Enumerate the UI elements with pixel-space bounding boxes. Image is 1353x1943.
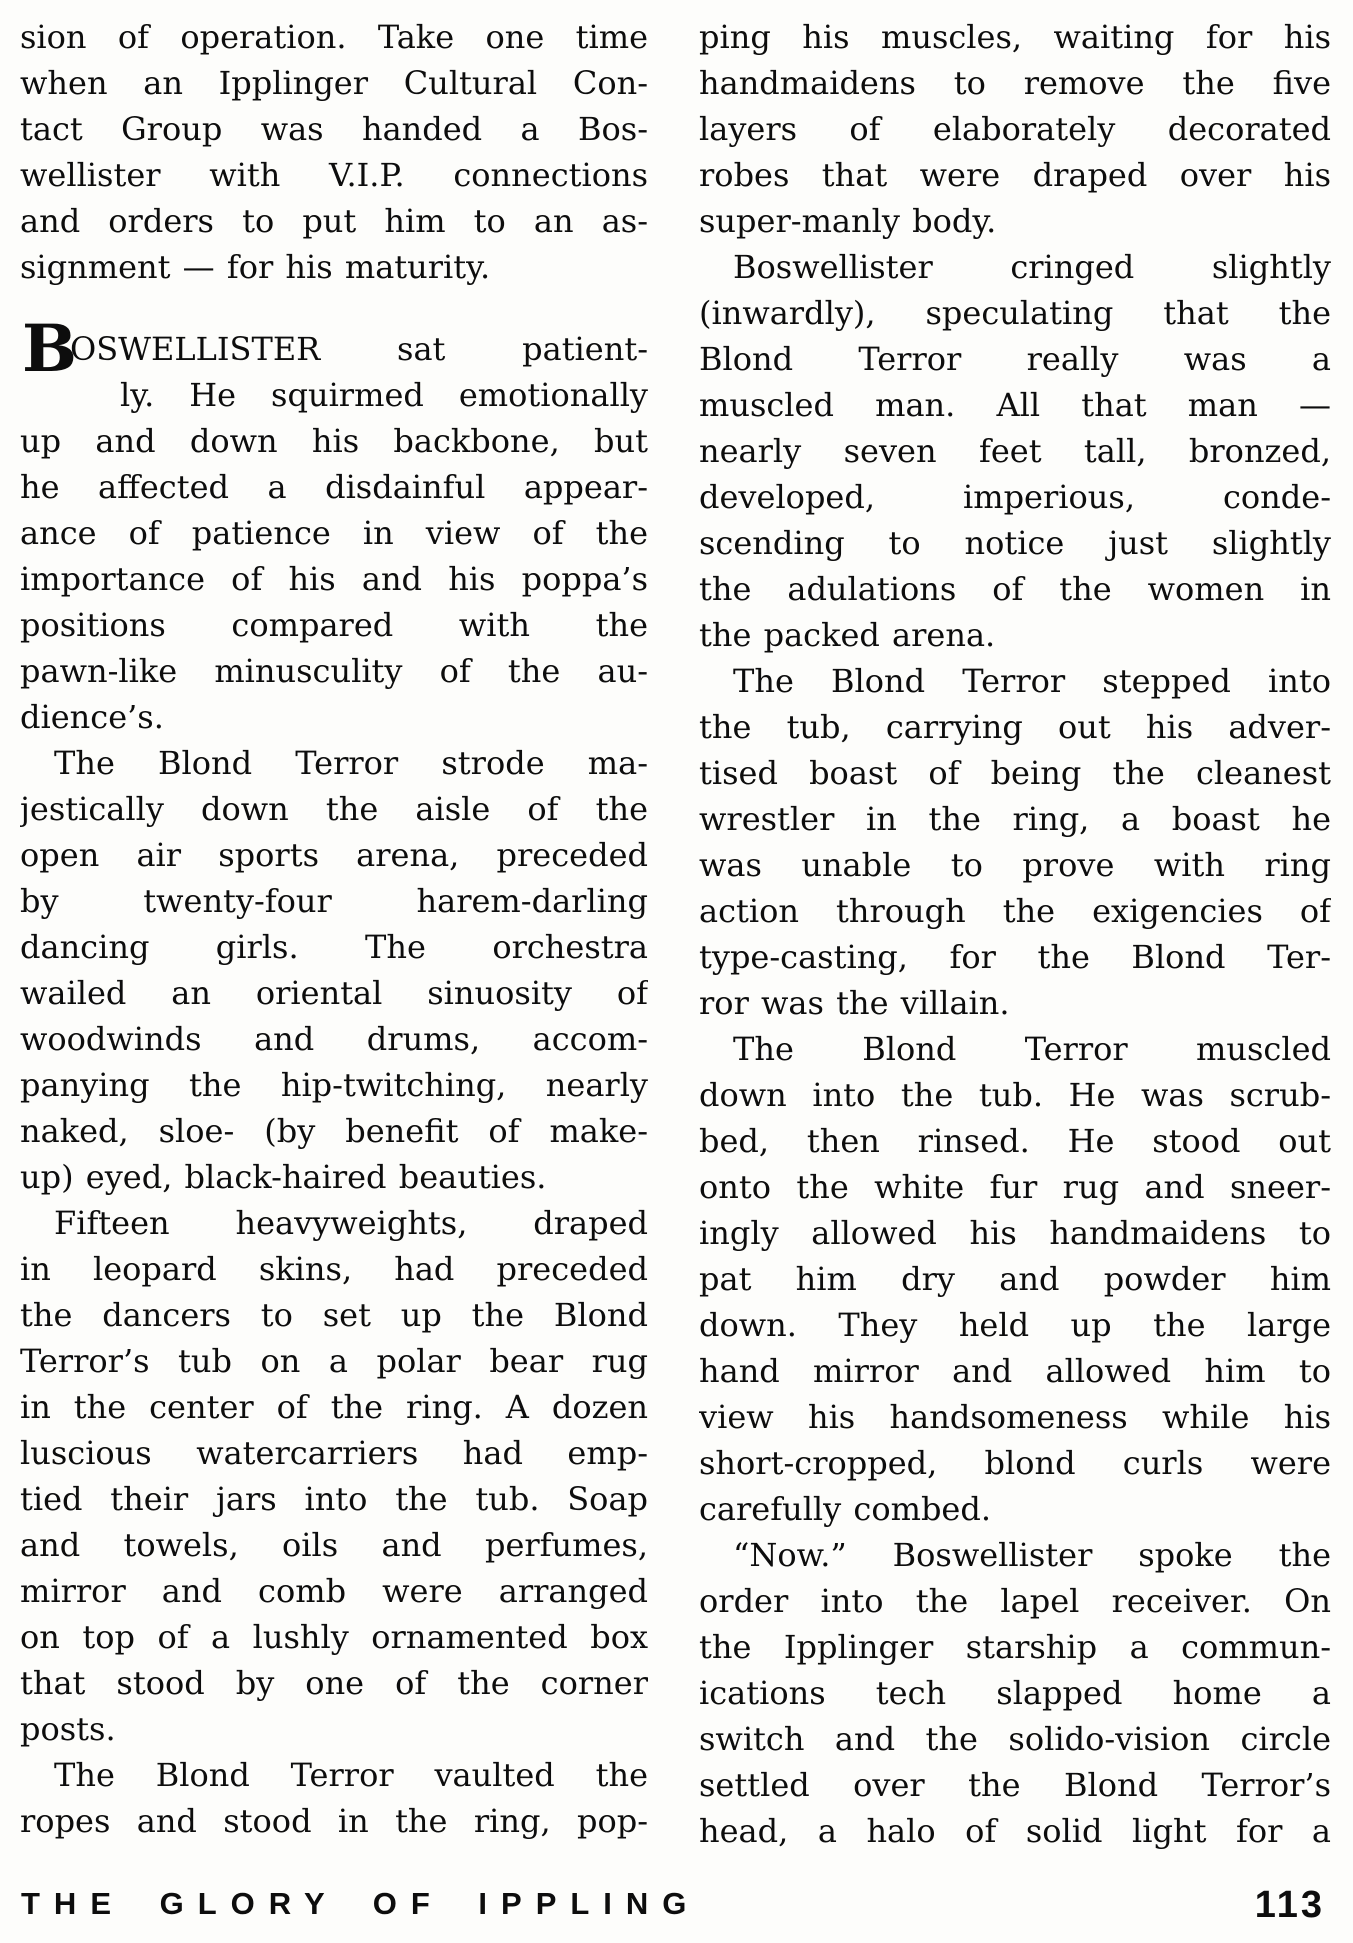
text-line: that stood by one of the corner bbox=[20, 1664, 648, 1702]
text-line: wailed an oriental sinuosity of bbox=[20, 974, 648, 1012]
text-line: the dancers to set up the Blond bbox=[20, 1296, 648, 1334]
text-line: naked, sloe- (by benefit of make- bbox=[20, 1112, 648, 1150]
text-line: woodwinds and drums, accom- bbox=[20, 1020, 648, 1058]
text-line: and orders to put him to an as- bbox=[20, 202, 648, 240]
text-line: scending to notice just slightly bbox=[699, 524, 1331, 562]
running-footer-title: THE GLORY OF IPPLING bbox=[21, 1886, 701, 1921]
text-line: on top of a lushly ornamented box bbox=[20, 1618, 648, 1656]
text-line: by twenty-four harem-darling bbox=[20, 882, 648, 920]
text-line: handmaidens to remove the five bbox=[699, 64, 1331, 102]
text-line: positions compared with the bbox=[20, 606, 648, 644]
text-line: wrestler in the ring, a boast he bbox=[699, 800, 1331, 838]
text-line: jestically down the aisle of the bbox=[20, 790, 648, 828]
text-line: ropes and stood in the ring, pop- bbox=[20, 1802, 648, 1840]
text-line: luscious watercarriers had emp- bbox=[20, 1434, 648, 1472]
text-line: type-casting, for the Blond Ter- bbox=[699, 938, 1331, 976]
text-line: ly. He squirmed emotionally bbox=[120, 376, 648, 414]
text-line: ping his muscles, waiting for his bbox=[699, 18, 1331, 56]
text-line: nearly seven feet tall, bronzed, bbox=[699, 432, 1331, 470]
text-line: head, a halo of solid light for a bbox=[699, 1812, 1331, 1850]
text-line: muscled man. All that man — bbox=[699, 386, 1331, 424]
text-line: importance of his and his poppa’s bbox=[20, 560, 648, 598]
text-line: Boswellister cringed slightly bbox=[733, 248, 1331, 286]
text-line: pawn-like minusculity of the au- bbox=[20, 652, 648, 690]
text-line: Blond Terror really was a bbox=[699, 340, 1331, 378]
paragraph bbox=[20, 740, 648, 1200]
text-line: switch and the solido-vision circle bbox=[699, 1720, 1331, 1758]
text-line: the Ipplinger starship a commun- bbox=[699, 1628, 1331, 1666]
text-line: Terror’s tub on a polar bear rug bbox=[20, 1342, 648, 1380]
text-line: OSWELLISTER sat patient- bbox=[70, 330, 648, 368]
text-line: order into the lapel receiver. On bbox=[699, 1582, 1331, 1620]
text-line: mirror and comb were arranged bbox=[20, 1572, 648, 1610]
text-line: short-cropped, blond curls were bbox=[699, 1444, 1331, 1482]
text-line: super-manly body. bbox=[699, 202, 997, 240]
paragraph bbox=[699, 1026, 1331, 1532]
text-line: view his handsomeness while his bbox=[699, 1398, 1331, 1436]
text-line: tied their jars into the tub. Soap bbox=[20, 1480, 648, 1518]
text-line: ror was the villain. bbox=[699, 984, 1010, 1022]
text-line: tact Group was handed a Bos- bbox=[20, 110, 648, 148]
text-line: he affected a disdainful appear- bbox=[20, 468, 648, 506]
text-line: the adulations of the women in bbox=[699, 570, 1331, 608]
text-line: settled over the Blond Terror’s bbox=[699, 1766, 1331, 1804]
text-line: “Now.” Boswellister spoke the bbox=[733, 1536, 1331, 1574]
text-line: dancing girls. The orchestra bbox=[20, 928, 648, 966]
text-line: down into the tub. He was scrub- bbox=[699, 1076, 1331, 1114]
text-line: the packed arena. bbox=[699, 616, 996, 654]
paragraph bbox=[20, 1200, 648, 1752]
text-line: tised boast of being the cleanest bbox=[699, 754, 1331, 792]
text-line: layers of elaborately decorated bbox=[699, 110, 1331, 148]
text-line: bed, then rinsed. He stood out bbox=[699, 1122, 1331, 1160]
text-line: was unable to prove with ring bbox=[699, 846, 1331, 884]
text-line: action through the exigencies of bbox=[699, 892, 1331, 930]
paragraph bbox=[699, 244, 1331, 658]
text-line: in leopard skins, had preceded bbox=[20, 1250, 648, 1288]
text-line: robes that were draped over his bbox=[699, 156, 1331, 194]
text-line: (inwardly), speculating that the bbox=[699, 294, 1331, 332]
text-line: ance of patience in view of the bbox=[20, 514, 648, 552]
drop-cap: B bbox=[22, 311, 77, 387]
text-line: signment — for his maturity. bbox=[20, 248, 491, 286]
text-line: open air sports arena, preceded bbox=[20, 836, 648, 874]
text-line: The Blond Terror stepped into bbox=[733, 662, 1331, 700]
text-line: The Blond Terror strode ma- bbox=[54, 744, 648, 782]
text-line: ingly allowed his handmaidens to bbox=[699, 1214, 1331, 1252]
text-line: the tub, carrying out his adver- bbox=[699, 708, 1331, 746]
text-line: carefully combed. bbox=[699, 1490, 992, 1528]
text-line: wellister with V.I.P. connections bbox=[20, 156, 648, 194]
paragraph bbox=[699, 14, 1331, 244]
paragraph bbox=[699, 1532, 1331, 1854]
text-line: The Blond Terror vaulted the bbox=[54, 1756, 648, 1794]
text-line: The Blond Terror muscled bbox=[733, 1030, 1331, 1068]
text-line: developed, imperious, conde- bbox=[699, 478, 1331, 516]
text-line: panying the hip-twitching, nearly bbox=[20, 1066, 648, 1104]
paragraph bbox=[20, 14, 648, 290]
text-line: and towels, oils and perfumes, bbox=[20, 1526, 648, 1564]
text-line: posts. bbox=[20, 1710, 116, 1748]
text-line: when an Ipplinger Cultural Con- bbox=[20, 64, 648, 102]
text-line: in the center of the ring. A dozen bbox=[20, 1388, 648, 1426]
text-line: sion of operation. Take one time bbox=[20, 18, 648, 56]
text-column-left bbox=[20, 14, 648, 1844]
paragraph bbox=[699, 658, 1331, 1026]
text-line: down. They held up the large bbox=[699, 1306, 1331, 1344]
text-line: dience’s. bbox=[20, 698, 164, 736]
text-line: up) eyed, black-haired beauties. bbox=[20, 1158, 547, 1196]
text-line: pat him dry and powder him bbox=[699, 1260, 1331, 1298]
text-column-right bbox=[699, 14, 1331, 1854]
text-line: up and down his backbone, but bbox=[20, 422, 648, 460]
text-line: onto the white fur rug and sneer- bbox=[699, 1168, 1331, 1206]
paragraph bbox=[20, 311, 648, 740]
text-line: ications tech slapped home a bbox=[699, 1674, 1331, 1712]
paragraph bbox=[20, 1752, 648, 1844]
page-number: 113 bbox=[1254, 1884, 1325, 1926]
text-line: hand mirror and allowed him to bbox=[699, 1352, 1331, 1390]
text-line: Fifteen heavyweights, draped bbox=[54, 1204, 648, 1242]
